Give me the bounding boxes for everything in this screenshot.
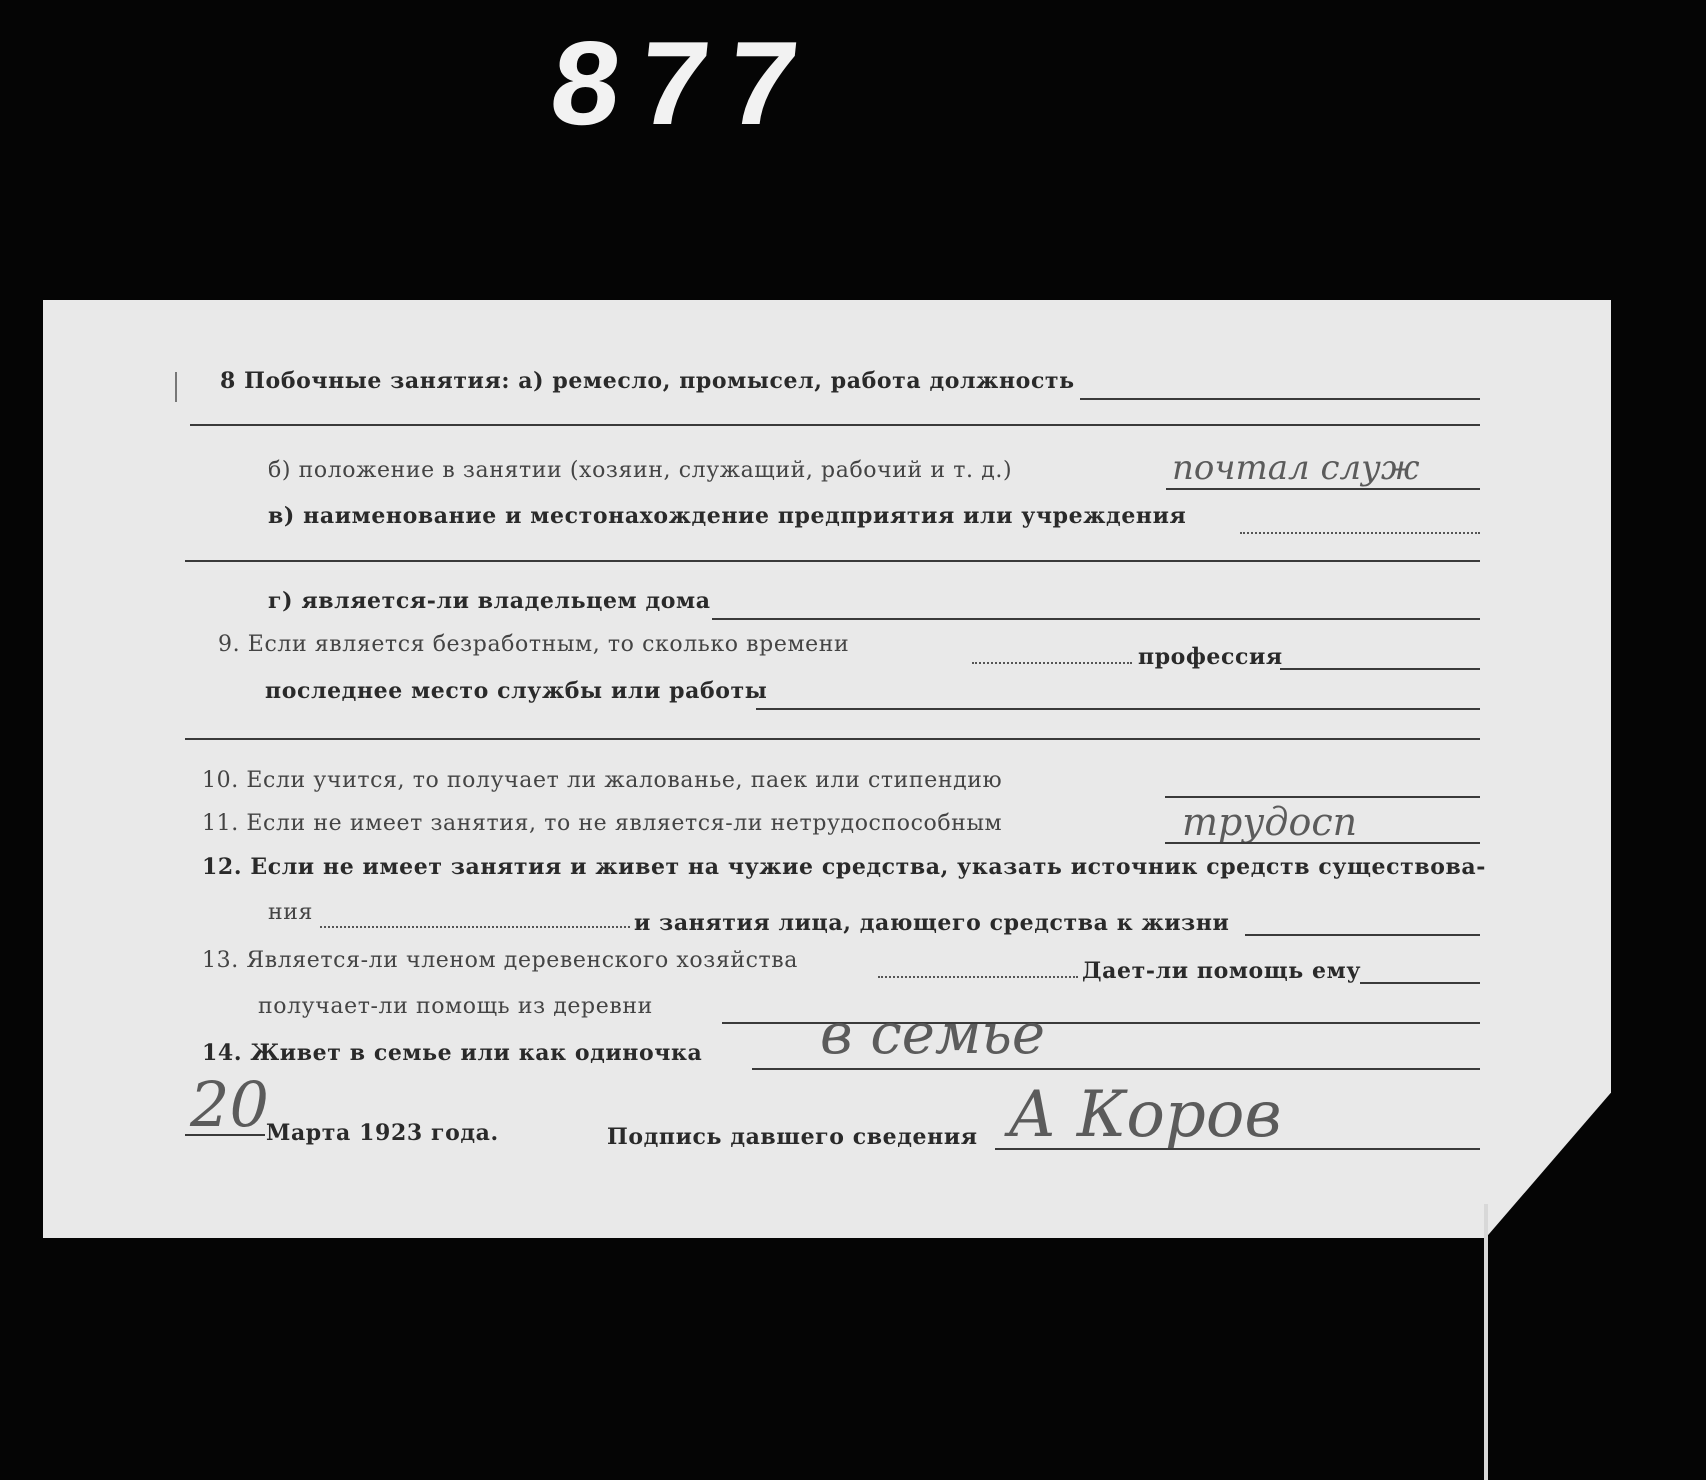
answer-line-10 [1165, 796, 1480, 798]
answer-14-handwritten: в семье [820, 1002, 1045, 1067]
question-13: 13. Является-ли членом деревенского хозяйства [202, 948, 799, 973]
answer-line-8b [1166, 488, 1480, 490]
answer-line-9-time [972, 662, 1132, 664]
question-9b: последнее место службы или работы [265, 678, 768, 704]
answer-line-9b [756, 708, 1480, 710]
answer-line-9-profession [1280, 668, 1480, 670]
date-day-line [185, 1134, 265, 1136]
answer-line-9b-2 [185, 738, 1480, 740]
answer-8b-handwritten: почтал служ [1172, 448, 1420, 488]
question-8g: г) является-ли владельцем дома [268, 588, 711, 614]
answer-line-8a [1080, 398, 1480, 400]
film-edge-strip [1484, 1204, 1488, 1480]
answer-line-12 [1245, 934, 1480, 936]
question-12-b2: и занятия лица, дающего средства к жизни [634, 910, 1230, 936]
question-12-b1: ния [268, 900, 314, 925]
question-14: 14. Живет в семье или как одиночка [202, 1040, 703, 1066]
answer-line-11 [1165, 842, 1480, 844]
question-8b: б) положение в занятии (хозяин, служащий, рабочий и т. д.) [268, 458, 1013, 483]
question-8a: 8 Побочные занятия: а) ремесло, промысел, работа должность [220, 368, 1075, 394]
question-9: 9. Если является безработным, то сколько времени [218, 632, 850, 657]
answer-line-13-help [1360, 982, 1480, 984]
answer-line-8g [712, 618, 1480, 620]
question-9-profession: профессия [1138, 644, 1283, 670]
answer-line-14 [752, 1068, 1480, 1070]
question-13-help: Дает-ли помощь ему [1082, 958, 1362, 984]
question-13b: получает-ли помощь из деревни [258, 994, 653, 1019]
question-12: 12. Если не имеет занятия и живет на чужие средства, указать источник средств существова- [202, 854, 1486, 880]
question-11: 11. Если не имеет занятия, то не является-ли нетрудоспособным [202, 811, 1003, 836]
signature-handwritten: А Коров [1008, 1078, 1282, 1152]
signature-label: Подпись давшего сведения [607, 1124, 978, 1150]
answer-line-13 [878, 976, 1078, 978]
question-10: 10. Если учится, то получает ли жалованье, паек или стипендию [202, 768, 1003, 793]
answer-11-handwritten: трудосп [1182, 800, 1358, 844]
frame-number: 877 [540, 22, 821, 162]
date-month-year: Марта 1923 года. [266, 1120, 499, 1146]
date-day-handwritten: 20 [190, 1068, 269, 1141]
margin-mark [175, 372, 177, 402]
question-8v: в) наименование и местонахождение предприятия или учреждения [268, 503, 1187, 529]
signature-line [995, 1148, 1480, 1150]
answer-line-8v-2 [185, 560, 1480, 562]
answer-line-8a-2 [190, 424, 1480, 426]
answer-line-8v [1240, 532, 1480, 534]
answer-line-12-source [320, 926, 630, 928]
